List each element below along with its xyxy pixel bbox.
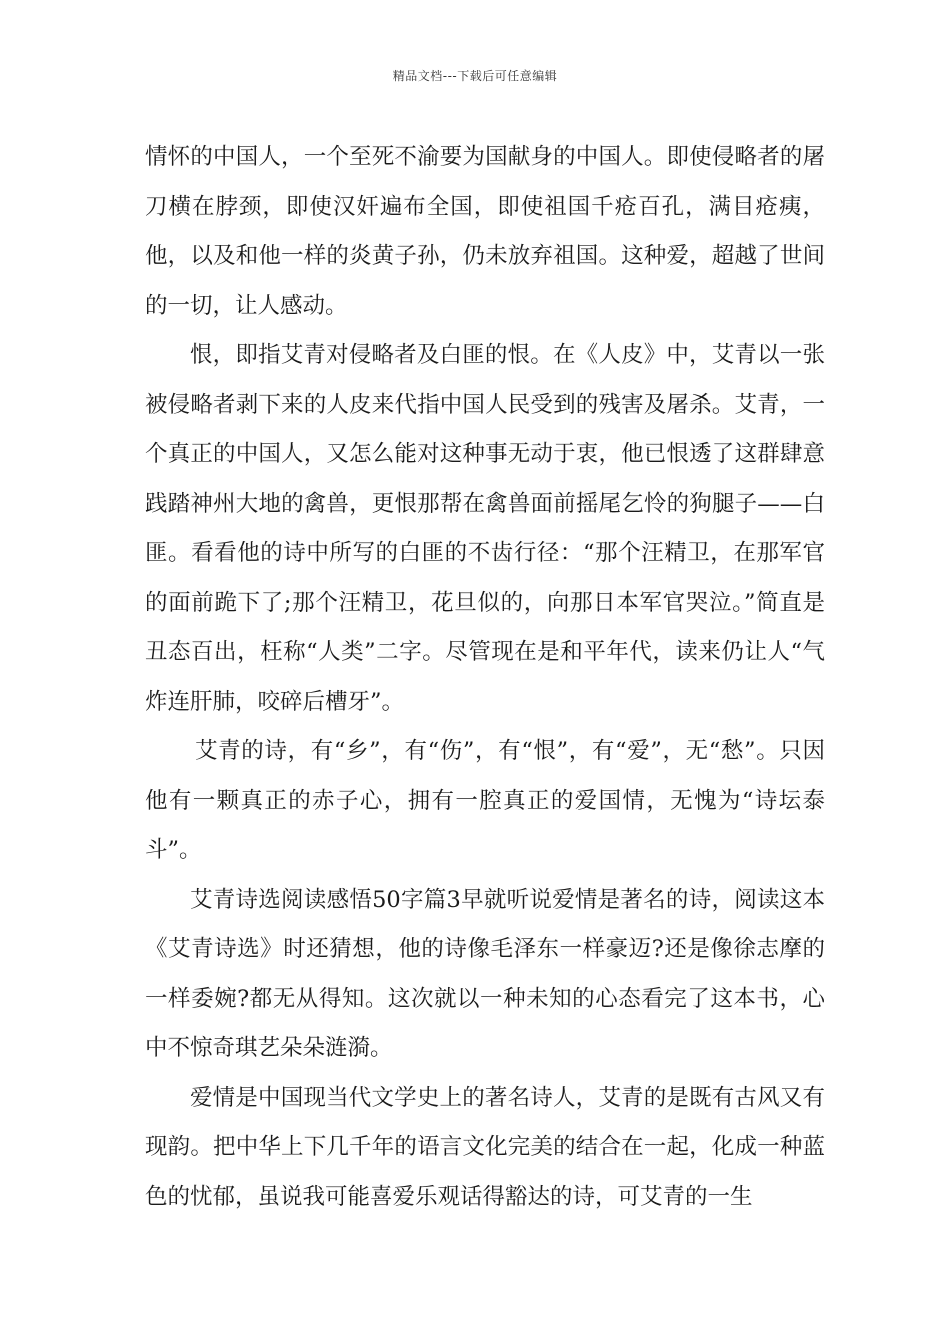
paragraph-3: 艾青的诗，有“乡”，有“伤”，有“恨”，有“爱”，无“愁”。只因他有一颗真正的赤子心，拥有一腔真正的爱国情，无愧为“诗坛泰斗”。 <box>145 738 825 863</box>
document-body <box>145 133 825 1222</box>
paragraph-5: 爱情是中国现当代文学史上的著名诗人，艾青的是既有古风又有现韵。把中华上下几千年的语言文化完美的结合在一起，化成一种蓝色的忧郁，虽说我可能喜爱乐观话得豁达的诗，可艾青的一生 <box>145 1084 825 1210</box>
paragraph-4: 艾青诗选阅读感悟50字篇3早就听说爱情是著名的诗，阅读这本《艾青诗选》时还猜想，他的诗像毛泽东一样豪迈?还是像徐志摩的一样委婉?都无从得知。这次就以一种未知的心态看完了这本书，心中不惊奇琪艺朵朵涟漪。 <box>145 886 825 1061</box>
page-header: 精品文档---下载后可任意编辑 <box>392 69 558 83</box>
paragraph-2: 恨，即指艾青对侵略者及白匪的恨。在《人皮》中，艾青以一张被侵略者剥下来的人皮来代指中国人民受到的残害及屠杀。艾青，一个真正的中国人，又怎么能对这种事无动于衷，他已恨透了这群肆意践踏神州大地的禽兽，更恨那帮在禽兽面前摇尾乞怜的狗腿子——白匪。看看他的诗中所写的白匪的不齿行径：“那个汪精卫，在那军官的面前跪下了;那个汪精卫，花旦似的，向那日本军官哭泣。”简直是丑态百出，枉称“人类”二字。尽管现在是和平年代，读来仍让人“气炸连肝肺，咬碎后槽牙”。 <box>145 342 825 715</box>
paragraph-1: 情怀的中国人，一个至死不渝要为国献身的中国人。即使侵略者的屠刀横在脖颈，即使汉奸遍布全国，即使祖国千疮百孔，满目疮痍，他，以及和他一样的炎黄子孙，仍未放弃祖国。这种爱，超越了世间的一切，让人感动。 <box>145 144 825 319</box>
